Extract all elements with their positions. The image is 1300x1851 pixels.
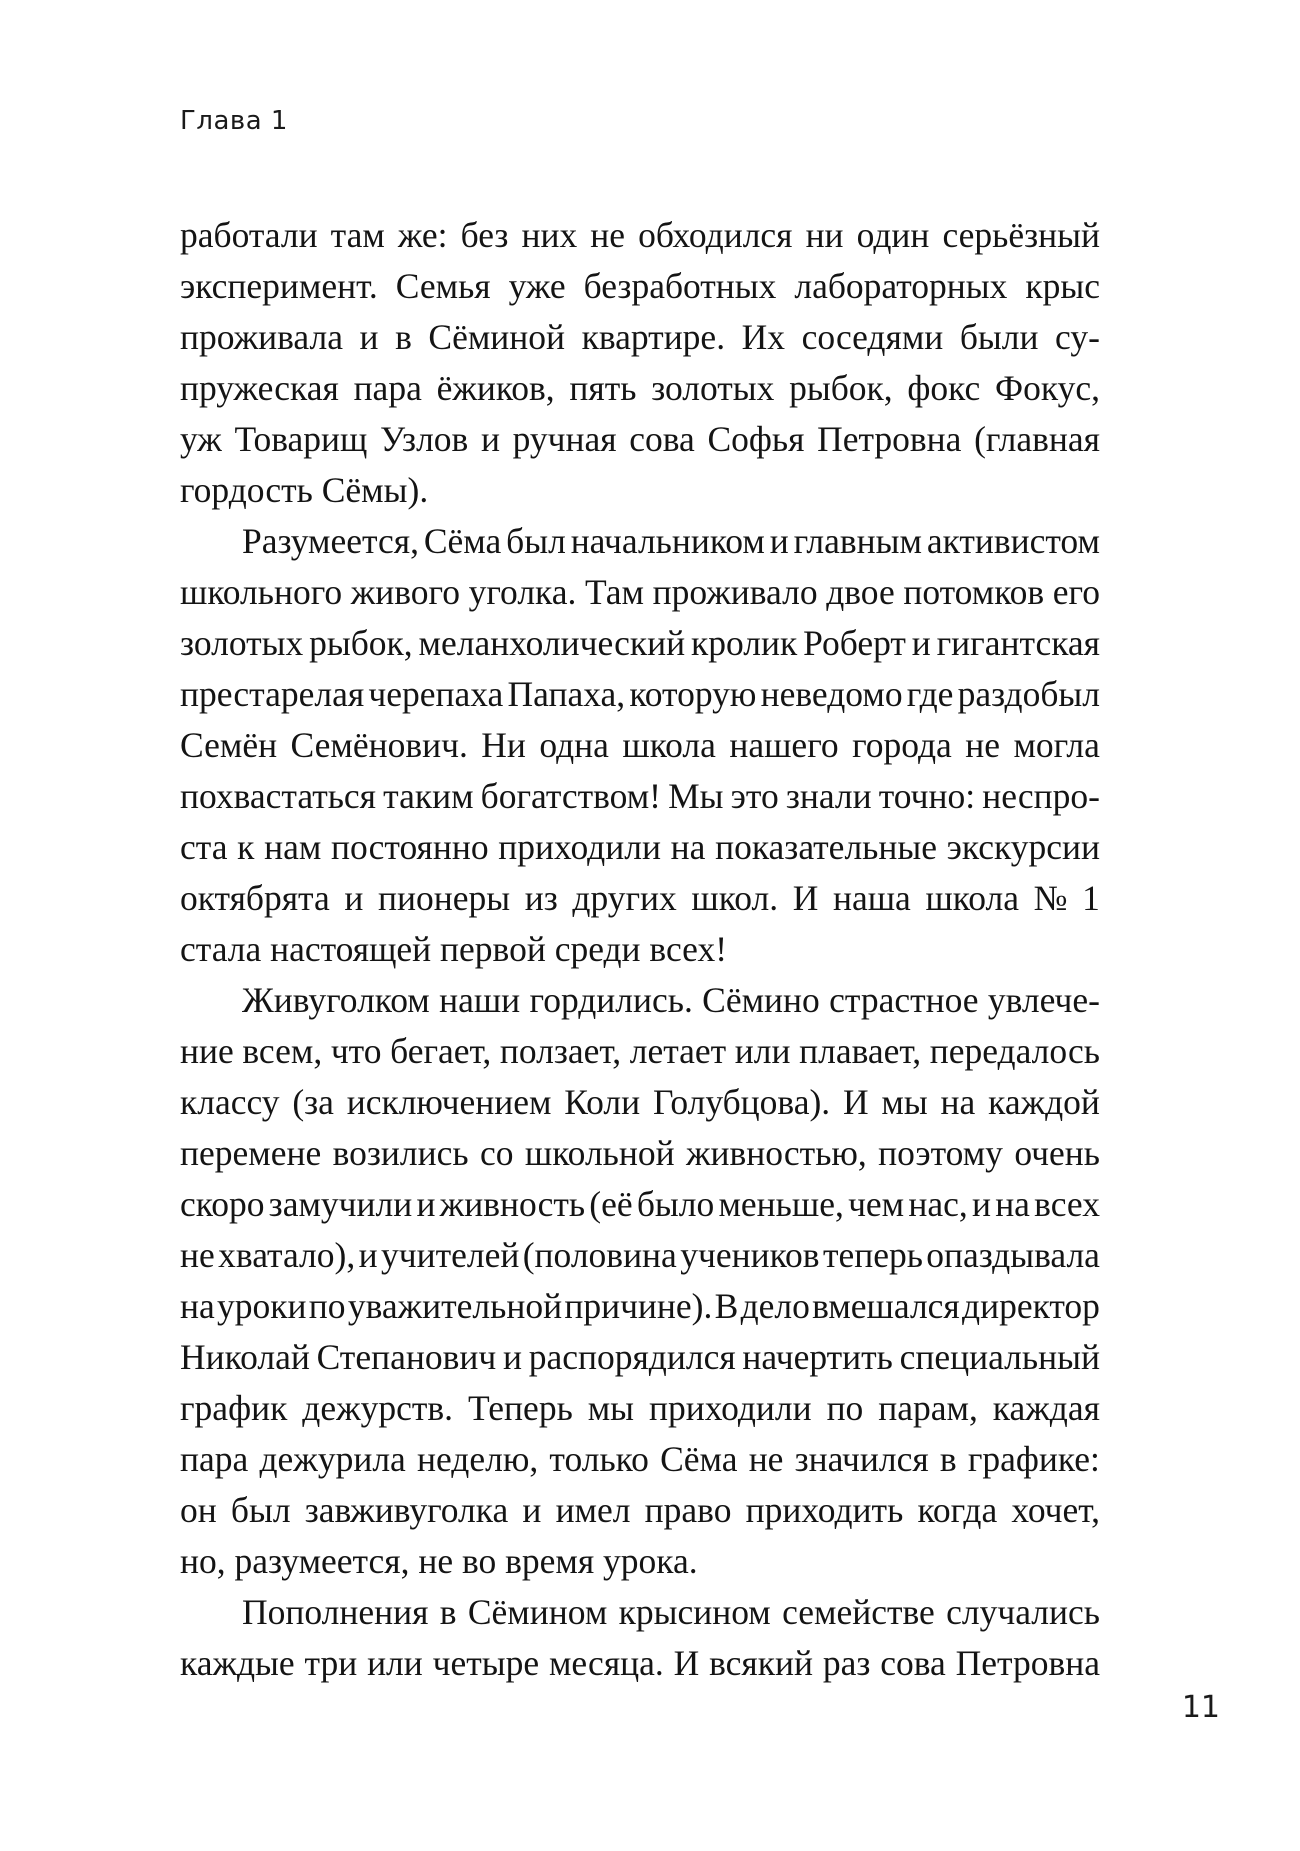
text-line: октябрята и пионеры из других школ. И наша школа № 1: [180, 878, 1100, 918]
text-line: он был завживуголка и имел право приходить когда хочет,: [180, 1490, 1100, 1530]
text-line: ста к нам постоянно приходили на показательные экскурсии: [180, 827, 1100, 867]
text-line: престарелая черепаха Папаха, которую неведомо где раздобыл: [180, 674, 1100, 714]
text-line: проживала и в Сёминой квартире. Их соседями были су-: [180, 317, 1100, 357]
text-line: стала настоящей первой среди всех!: [180, 929, 728, 969]
text-line: работали там же: без них не обходился ни один серьёзный: [180, 215, 1100, 255]
text-line: не хватало), и учителей (половина учеников теперь опаздывала: [180, 1235, 1100, 1275]
text-line: золотых рыбок, меланхолический кролик Роберт и гигантская: [180, 623, 1100, 663]
chapter-header: Глава 1: [180, 106, 288, 136]
text-line: но, разумеется, не во время урока.: [180, 1541, 698, 1581]
text-line: эксперимент. Семья уже безработных лабораторных крыс: [180, 266, 1100, 306]
text-line: школьного живого уголка. Там проживало двое потомков его: [180, 572, 1100, 612]
text-line: на уроки по уважительной причине). В дело вмешался директор: [180, 1286, 1100, 1326]
text-line: Семён Семёнович. Ни одна школа нашего города не могла: [180, 725, 1100, 765]
text-line: уж Товарищ Узлов и ручная сова Софья Петровна (главная: [180, 419, 1100, 459]
text-line: пара дежурила неделю, только Сёма не значился в графике:: [180, 1439, 1100, 1479]
text-line: гордость Сёмы).: [180, 470, 429, 510]
text-line: пружеская пара ёжиков, пять золотых рыбок, фокс Фокус,: [180, 368, 1100, 408]
text-line: классу (за исключением Коли Голубцова). И мы на каждой: [180, 1082, 1100, 1122]
text-line: Разумеется, Сёма был начальником и главным активистом: [242, 521, 1100, 561]
paragraph: [180, 975, 1100, 1587]
text-line: каждые три или четыре месяца. И всякий раз сова Петровна: [180, 1643, 1100, 1683]
text-line: Николай Степанович и распорядился начертить специальный: [180, 1337, 1100, 1377]
paragraph: [180, 516, 1100, 975]
paragraph: [180, 210, 1100, 516]
paragraph: [180, 1587, 1100, 1689]
text-line: график дежурств. Теперь мы приходили по парам, каждая: [180, 1388, 1100, 1428]
text-line: похвастаться таким богатством! Мы это знали точно: неспро-: [180, 776, 1100, 816]
text-line: ние всем, что бегает, ползает, летает или плавает, передалось: [180, 1031, 1100, 1071]
text-line: скоро замучили и живность (её было меньше, чем нас, и на всех: [180, 1184, 1100, 1224]
body-text: [180, 210, 1100, 1689]
text-line: Живуголком наши гордились. Сёмино страстное увлече-: [242, 980, 1100, 1020]
text-line: перемене возились со школьной живностью, поэтому очень: [180, 1133, 1100, 1173]
text-line: Пополнения в Сёмином крысином семействе случались: [242, 1592, 1100, 1632]
page-number: 11: [1181, 1690, 1220, 1725]
